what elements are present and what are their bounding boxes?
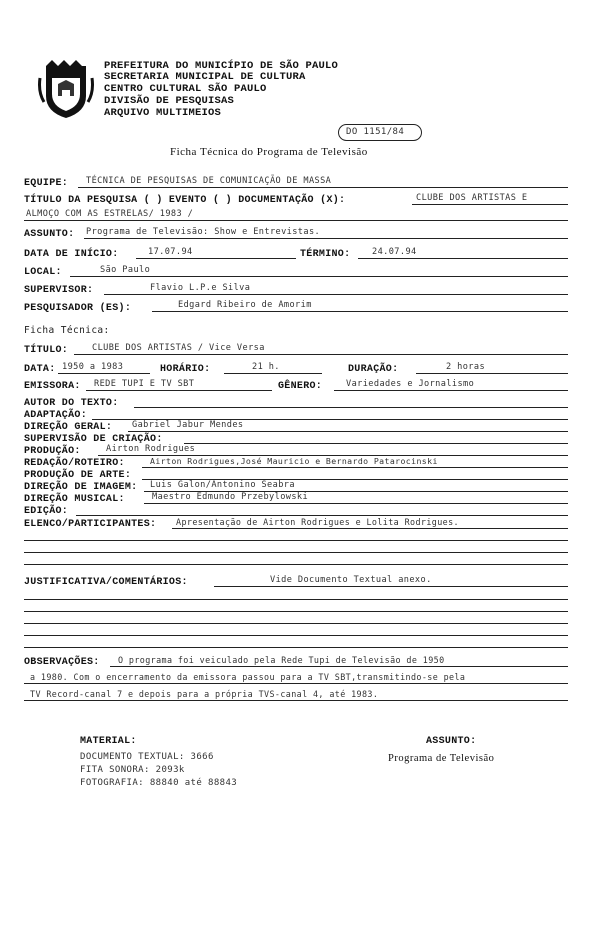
titulo-pesquisa-label: TÍTULO DA PESQUISA ( ) EVENTO ( ) DOCUMENTAÇÃO (X): (24, 195, 346, 206)
sao-paulo-coat-of-arms-icon (38, 58, 94, 120)
supervisor-label: SUPERVISOR: (24, 285, 94, 296)
ficha-redacao-roteiro-label: REDAÇÃO/ROTEIRO: (24, 458, 125, 469)
observacoes-line-2: a 1980. Com o encerramento da emissora passou para a TV SBT,transmitindo-se pela (30, 672, 466, 682)
ficha-duracao-value: 2 horas (446, 362, 486, 372)
termino-value: 24.07.94 (372, 247, 417, 257)
ficha-edicao-label: EDIÇÃO: (24, 506, 69, 517)
header-line-2: SECRETARIA MUNICIPAL DE CULTURA (104, 71, 306, 83)
observacoes-label: OBSERVAÇÕES: (24, 657, 100, 668)
pesquisador-label: PESQUISADOR (ES): (24, 303, 132, 314)
ficha-horario-value: 21 h. (252, 362, 280, 372)
document-code: DO 1151/84 (346, 127, 405, 137)
ficha-autor-texto-label: AUTOR DO TEXTO: (24, 398, 119, 409)
ficha-titulo-label: TÍTULO: (24, 345, 69, 356)
ficha-adaptacao-label: ADAPTAÇÃO: (24, 410, 88, 421)
ficha-duracao-label: DURAÇÃO: (348, 364, 399, 375)
pesquisador-value: Edgard Ribeiro de Amorim (178, 300, 312, 310)
material-item-3: FOTOGRAFIA: 88840 até 88843 (80, 778, 238, 788)
observacoes-line-1: O programa foi veiculado pela Rede Tupi de Televisão de 1950 (118, 655, 445, 665)
ficha-data-value: 1950 a 1983 (62, 362, 124, 372)
data-inicio-label: DATA DE INÍCIO: (24, 249, 119, 260)
ficha-redacao-roteiro-value: Airton Rodrigues,José Mauricio e Bernardo Patarocinski (150, 456, 438, 466)
ficha-horario-label: HORÁRIO: (160, 364, 211, 375)
data-inicio-value: 17.07.94 (148, 247, 193, 257)
form-title: Ficha Técnica do Programa de Televisão (170, 146, 368, 158)
ficha-elenco-label: ELENCO/PARTICIPANTES: (24, 519, 157, 530)
ficha-direcao-imagem-label: DIREÇÃO DE IMAGEM: (24, 482, 138, 493)
local-label: LOCAL: (24, 267, 62, 278)
material-item-2: FITA SONORA: 2093k (80, 765, 185, 775)
ficha-producao-value: Airton Rodrigues (106, 444, 196, 454)
header-line-1: PREFEITURA DO MUNICÍPIO DE SÃO PAULO (104, 60, 339, 72)
titulo-pesquisa-value: CLUBE DOS ARTISTAS E (416, 193, 528, 203)
justificativa-value: Vide Documento Textual anexo. (270, 575, 432, 585)
assunto-value: Programa de Televisão: Show e Entrevistas. (86, 227, 321, 237)
ficha-direcao-imagem-value: Luis Galon/Antonino Seabra (150, 480, 295, 490)
ficha-elenco-value: Apresentação de Airton Rodrigues e Lolita Rodrigues. (176, 517, 459, 527)
ficha-direcao-musical-label: DIREÇÃO MUSICAL: (24, 494, 125, 505)
material-label: MATERIAL: (80, 736, 137, 747)
material-item-1: DOCUMENTO TEXTUAL: 3666 (80, 752, 214, 762)
assunto-footer-label: ASSUNTO: (426, 736, 477, 747)
ficha-direcao-geral-value: Gabriel Jabur Mendes (132, 420, 244, 430)
observacoes-line-3: TV Record-canal 7 e depois para a própria TVS-canal 4, até 1983. (30, 689, 379, 699)
ficha-emissora-label: EMISSORA: (24, 381, 81, 392)
equipe-value: TÉCNICA DE PESQUISAS DE COMUNICAÇÃO DE MASSA (86, 176, 332, 186)
coat-of-arms (38, 58, 94, 120)
ficha-genero-value: Variedades e Jornalismo (346, 379, 475, 389)
local-value: São Paulo (100, 265, 151, 275)
ficha-emissora-value: REDE TUPI E TV SBT (94, 379, 195, 389)
ficha-data-label: DATA: (24, 364, 56, 375)
ficha-tecnica-label: Ficha Técnica: (24, 325, 110, 336)
assunto-label: ASSUNTO: (24, 229, 75, 240)
assunto-footer-value: Programa de Televisão (388, 753, 495, 764)
equipe-label: EQUIPE: (24, 178, 69, 189)
header-line-5: ARQUIVO MULTIMEIOS (104, 107, 222, 119)
justificativa-label: JUSTIFICATIVA/COMENTÁRIOS: (24, 577, 188, 588)
supervisor-value: Flavio L.P.e Silva (150, 283, 251, 293)
ficha-titulo-value: CLUBE DOS ARTISTAS / Vice Versa (92, 343, 265, 353)
ficha-genero-label: GÊNERO: (278, 381, 323, 392)
titulo-pesquisa-value-line2: ALMOÇO COM AS ESTRELAS/ 1983 / (26, 209, 194, 219)
termino-label: TÉRMINO: (300, 249, 351, 260)
ficha-supervisao-criacao-label: SUPERVISÃO DE CRIAÇÃO: (24, 434, 163, 445)
ficha-direcao-musical-value: Maestro Edmundo Przebylowski (152, 492, 309, 502)
ficha-producao-label: PRODUÇÃO: (24, 446, 81, 457)
ficha-producao-arte-label: PRODUÇÃO DE ARTE: (24, 470, 132, 481)
ficha-direcao-geral-label: DIREÇÃO GERAL: (24, 422, 113, 433)
header-line-4: DIVISÃO DE PESQUISAS (104, 95, 235, 107)
header-line-3: CENTRO CULTURAL SÃO PAULO (104, 83, 267, 95)
